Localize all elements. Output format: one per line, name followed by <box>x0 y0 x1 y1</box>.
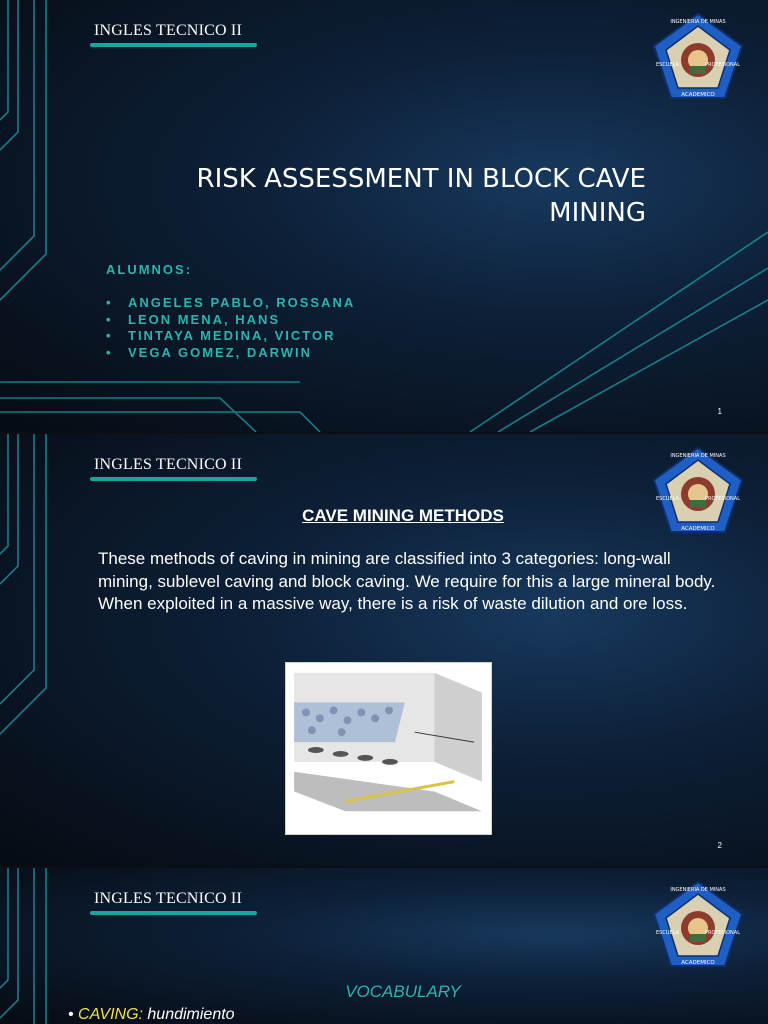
block-caving-diagram <box>285 662 492 835</box>
section-title: CAVE MINING METHODS <box>302 506 504 525</box>
vocabulary-item <box>68 1006 235 1024</box>
page-number: 2 <box>717 841 722 850</box>
course-title: INGLES TECNICO II <box>94 22 242 39</box>
course-title: INGLES TECNICO II <box>94 456 242 473</box>
presentation-title: RISK ASSESSMENT IN BLOCK CAVE MINING <box>196 164 646 228</box>
member-item: • TINTAYA MEDINA, VICTOR <box>106 328 355 345</box>
course-title-underline <box>90 43 257 47</box>
seal-ring-text-top: INGENIERIA DE MINAS <box>670 453 726 459</box>
seal-ring-text-top: INGENIERIA DE MINAS <box>670 19 726 25</box>
member-item: • LEON MENA, HANS <box>106 312 355 329</box>
university-seal-icon <box>652 12 744 100</box>
seal-ring-text-right: PROFESIONAL <box>705 930 740 936</box>
seal-ring-text-left: ESCUELA <box>656 62 679 68</box>
vocabulary-term: CAVING: <box>78 1006 143 1023</box>
slide-3 <box>0 868 768 1024</box>
university-seal-icon <box>652 880 744 968</box>
seal-ring-text-left: ESCUELA <box>656 496 679 502</box>
seal-bottom-label: ACADEMICO <box>681 92 715 98</box>
paragraph: These methods of caving in mining are classified into 3 categories: long-wall mining, sublevel caving and block caving. We require for this a large mineral body. <box>98 549 716 591</box>
page-number: 1 <box>717 407 722 416</box>
vocabulary-definition: hundimiento <box>142 1006 235 1023</box>
members-heading: ALUMNOS: <box>106 262 193 277</box>
member-item: • VEGA GOMEZ, DARWIN <box>106 345 355 362</box>
seal-bottom-label: ACADEMICO <box>681 960 715 966</box>
paragraph: When exploited in a massive way, there is a risk of waste dilution and ore loss. <box>98 594 688 613</box>
slide-2 <box>0 434 768 866</box>
members-list <box>106 295 355 361</box>
seal-ring-text-top: INGENIERIA DE MINAS <box>670 887 726 893</box>
bullet: • <box>68 1006 79 1023</box>
course-title-underline <box>90 911 257 915</box>
member-item: • ANGELES PABLO, ROSSANA <box>106 295 355 312</box>
seal-ring-text-right: PROFESIONAL <box>705 62 740 68</box>
seal-bottom-label: ACADEMICO <box>681 526 715 532</box>
body-text <box>98 548 718 616</box>
vocabulary-title: VOCABULARY <box>345 982 461 1001</box>
slide-1 <box>0 0 768 432</box>
course-title: INGLES TECNICO II <box>94 890 242 907</box>
course-title-underline <box>90 477 257 481</box>
seal-ring-text-right: PROFESIONAL <box>705 496 740 502</box>
seal-ring-text-left: ESCUELA <box>656 930 679 936</box>
